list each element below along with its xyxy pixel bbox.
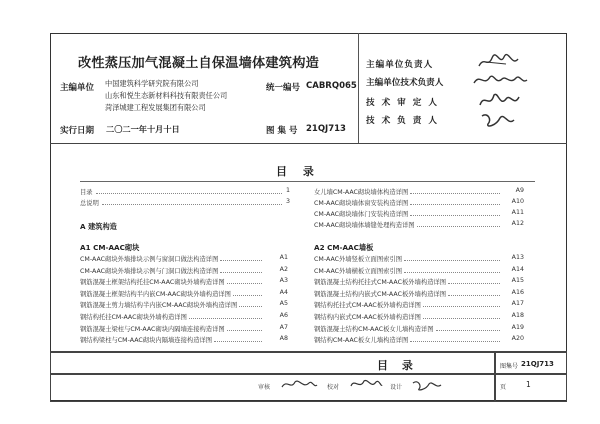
toc-code: A18 (511, 312, 524, 319)
toc-leader (410, 193, 500, 194)
signature-chief-unit-head (476, 52, 522, 72)
unified-number: CABRQ065 (306, 81, 357, 91)
toc-item: 钢筋混凝土框架结构托挂CM-AAC砌块外墙构造详图 (80, 279, 225, 287)
toc-item: 女儿墙CM-AAC砌块墙体构造详图 (314, 189, 409, 196)
toc-item: CM-AAC砌块外墙排块示例与门洞口做法构造详图 (80, 267, 219, 275)
role-chief-unit-head: 主编单位负责人 (366, 60, 434, 70)
toc-code: A2 (279, 265, 288, 273)
signature-chief-tech-head (470, 70, 530, 90)
toc-code: A20 (511, 335, 524, 343)
toc-leader (227, 283, 262, 284)
toc-item: 钢结构内嵌式CM-AAC板外墙构造详图 (314, 314, 421, 321)
toc-item: CM-AAC砌块墙体门安装构造详图 (314, 211, 409, 218)
toc-item: CM-AAC砌块墙体墙缝处理构造详图 (314, 222, 415, 229)
toc-code: A12 (511, 220, 524, 227)
toc-item: 钢筋混凝土框架结构半内嵌CM-AAC砌块外墙构造详图 (80, 290, 231, 298)
toc-code: A10 (511, 198, 524, 205)
toc-leader (436, 330, 500, 331)
toc-code: A11 (511, 209, 524, 216)
toc-code: 3 (285, 198, 290, 205)
header-vertical-divider (358, 33, 359, 143)
toc-leader (410, 341, 500, 342)
toc-code: A13 (511, 254, 524, 261)
toc-code: A5 (279, 300, 288, 308)
unified-number-label: 统一编号 (266, 83, 301, 93)
toc-item: 钢结构托挂式CM-AAC板外墙构造详图 (314, 302, 421, 310)
toc-leader (410, 204, 500, 205)
toc-code: A4 (279, 288, 288, 296)
toc-item: 钢结构梁柱与CM-AAC砌块内隔墙连接构造详图 (80, 337, 213, 345)
title-block-title: 目 录 (377, 359, 418, 372)
atlas-label: 图 集 号 (266, 126, 298, 136)
title-block-name-cell (50, 352, 495, 374)
toc-item: 钢筋混凝土梁柱与CM-AAC砌块内隔墙连接构造详图 (80, 325, 225, 333)
toc-leader (423, 306, 500, 307)
toc-code: A17 (511, 300, 524, 308)
editor-1: 中国建筑科学研究院有限公司 (105, 79, 199, 88)
signature-review (279, 376, 319, 392)
role-chief-tech-head: 主编单位技术负责人 (366, 78, 444, 88)
toc-leader (410, 215, 500, 216)
toc-leader (417, 226, 500, 227)
toc-code: A14 (511, 265, 524, 273)
page-label: 页 (500, 384, 507, 391)
toc-code: A3 (279, 277, 288, 285)
implementation-date: 二〇二一年十月十日 (106, 124, 180, 134)
toc-code: A1 (279, 254, 288, 261)
toc-item: 钢结构CM-AAC板女儿墙构造详图 (314, 337, 409, 345)
toc-leader (404, 272, 500, 273)
toc-leader (102, 204, 282, 205)
signature-tech-lead (478, 108, 518, 130)
check-label: 校对 (327, 384, 340, 391)
editor-3: 菏泽城建工程发展集团有限公司 (105, 103, 206, 112)
toc-leader (220, 272, 262, 273)
toc-item: CM-AAC外墙横板立面图索引图 (314, 267, 403, 275)
toc-item: 钢筋混凝土结构内嵌式CM-AAC板外墙构造详图 (314, 290, 447, 298)
toc-leader (239, 306, 262, 307)
role-tech-lead: 技 术 负 责 人 (366, 116, 439, 126)
signature-check (348, 376, 384, 392)
toc-leader (189, 318, 262, 319)
page-number: 1 (526, 380, 531, 389)
toc-code: A9 (515, 187, 524, 194)
toc-item: 钢结构托挂CM-AAC砌块外墙构造详图 (80, 314, 187, 321)
toc-leader (214, 341, 262, 342)
toc-code: A7 (279, 323, 288, 331)
toc-divider (80, 181, 535, 182)
toc-item: 钢筋混凝土结构托挂式CM-AAC板外墙构造详图 (314, 279, 447, 287)
toc-code: A6 (279, 312, 288, 319)
toc-item: 钢筋混凝土剪力墙结构半内嵌CM-AAC砌块外墙构造详图 (80, 302, 238, 310)
toc-item: 钢筋混凝土结构CM-AAC板女儿墙构造详图 (314, 325, 434, 333)
signature-design (410, 376, 444, 392)
toc-item: CM-AAC砌块墙体窗安装构造详图 (314, 200, 409, 207)
role-tech-reviewer: 技 术 审 定 人 (366, 98, 439, 108)
implementation-label: 实行日期 (60, 126, 95, 136)
toc-code: A15 (511, 277, 524, 285)
document-title: 改性蒸压加气混凝土自保温墙体建筑构造 (78, 56, 319, 71)
toc-code: A8 (279, 335, 288, 343)
title-block-atlas-label: 图集号 (500, 363, 519, 370)
toc-code: 1 (285, 187, 290, 194)
header-divider (50, 143, 567, 144)
toc-leader (448, 283, 500, 284)
toc-item: CM-AAC外墙竖板立面图索引图 (314, 256, 403, 263)
toc-leader (220, 260, 262, 261)
design-label: 设计 (390, 384, 403, 391)
toc-item: 总说明 (80, 200, 99, 207)
subsection-a1-heading: A1 CM-AAC砌块 (80, 243, 140, 252)
subsection-a2-heading: A2 CM-AAC墙板 (314, 243, 374, 252)
editor-2: 山东和悦生态新材料科技有限责任公司 (105, 91, 228, 100)
toc-leader (423, 318, 500, 319)
toc-leader (227, 330, 262, 331)
title-block-atlas-number: 21QJ713 (521, 360, 554, 368)
toc-code: A19 (511, 323, 524, 331)
toc-title: 目 录 (276, 165, 320, 178)
toc-leader (404, 260, 500, 261)
toc-code: A16 (511, 288, 524, 296)
review-label: 审核 (258, 384, 271, 391)
toc-leader (233, 295, 262, 296)
toc-leader (96, 193, 282, 194)
editor-label: 主编单位 (60, 83, 95, 93)
toc-leader (448, 295, 500, 296)
atlas-number: 21QJ713 (306, 124, 346, 134)
toc-item: 目录 (80, 189, 93, 196)
toc-item: CM-AAC砌块外墙排块示例与窗洞口做法构造详图 (80, 256, 219, 263)
section-a-heading: A 建筑构造 (80, 222, 117, 231)
